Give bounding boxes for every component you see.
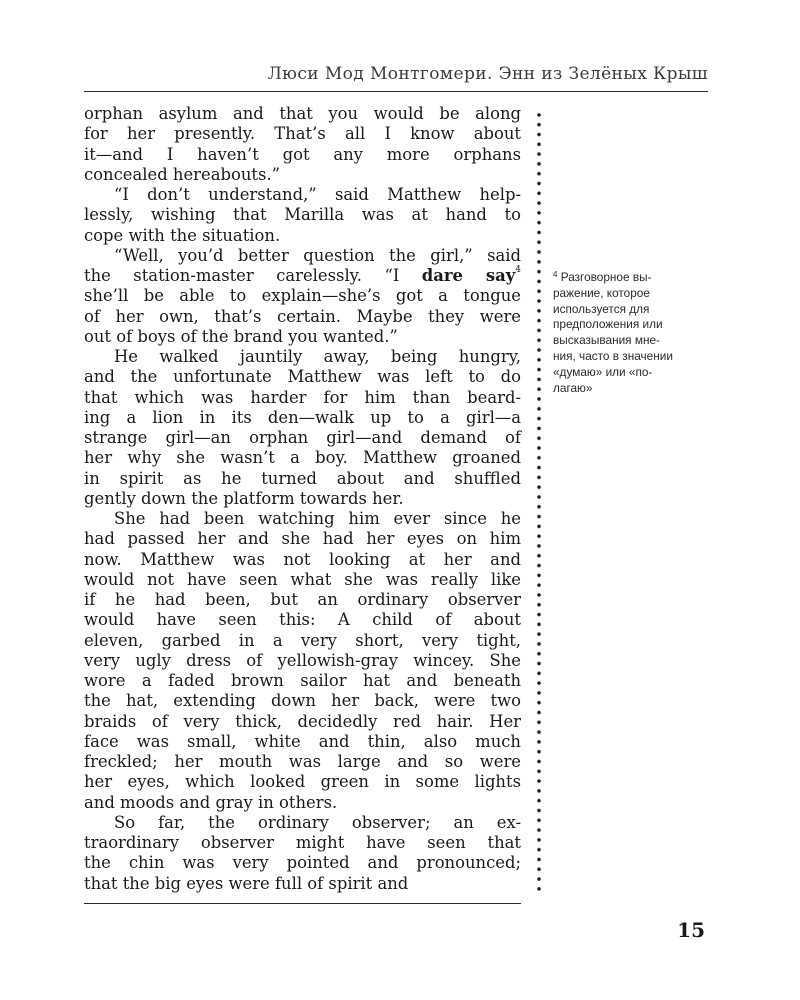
text-line: face was small, white and thin, also much [84,731,521,751]
text-line: orphan asylum and that you would be along [84,104,521,123]
header-rule [84,91,708,92]
text-line: that the big eyes were full of spirit and [84,873,409,893]
text-line: traordinary observer might have seen that [84,833,521,852]
footnote-reference: 4 [515,265,521,275]
text-line: and moods and gray in others. [84,792,338,812]
text-line: her eyes, which looked green in some lights [84,772,521,792]
footnote-text: Разговорное вы- ражение, которое используется для предположения или высказывания мне- ния, часто в значении «думаю» или «по- лагаю» [553,270,673,395]
text-line: would not have seen what she was really like [84,569,521,589]
text-line: the chin was very pointed and pronounced; [84,853,521,873]
text-line: in spirit as he turned about and shuffled [84,468,521,488]
text-line: freckled; her mouth was large and so were [84,752,521,771]
text-line: cope with the situation. [84,225,281,245]
text-line: out of boys of the brand you wanted.” [84,326,398,346]
text-segment: the station-master carelessly. “I [84,266,422,285]
text-line: her why she wasn’t a boy. Matthew groaned [84,448,521,468]
text-line [84,266,521,286]
text-line: He walked jauntily away, being hungry, [114,347,521,366]
footnote-number: 4 [553,270,558,279]
text-line: braids of very thick, decidedly red hair. Her [84,711,521,731]
page-number: 15 [677,918,705,942]
text-line: for her presently. That’s all I know about [84,124,521,144]
footer-rule [84,903,521,904]
text-line: lessly, wishing that Marilla was at hand to [84,205,521,225]
text-line: would have seen this: A child of about [84,610,521,630]
text-line: the hat, extending down her back, were two [84,691,521,711]
main-text-column [84,104,521,894]
text-line: she’ll be able to explain—she’s got a tongue [84,286,521,306]
text-line: wore a faded brown sailor hat and beneath [84,671,521,690]
running-title: Люси Мод Монтгомери. Энн из Зелёных Крыш [267,64,708,84]
text-line: if he had been, but an ordinary observer [84,590,521,609]
text-line: now. Matthew was not looking at her and [84,549,521,569]
text-line: that which was harder for him than beard- [84,387,521,407]
text-line: and the unfortunate Matthew was left to do [84,367,521,387]
text-line: “I don’t understand,” said Matthew help- [114,185,521,204]
text-line: of her own, that’s certain. Maybe they were [84,306,521,326]
glossed-phrase: dare say [421,266,516,285]
footnote [553,270,713,396]
text-line: had passed her and she had her eyes on him [84,529,521,549]
dotted-divider [536,110,542,894]
text-line: So far, the ordinary observer; an ex- [114,812,521,832]
text-line: very ugly dress of yellowish-gray wincey. She [84,650,521,670]
text-line: She had been watching him ever since he [114,509,521,528]
text-line: strange girl—an orphan girl—and demand of [84,428,521,447]
text-line: concealed hereabouts.” [84,164,280,184]
text-line: ing a lion in its den—walk up to a girl—a [84,407,521,427]
text-line: “Well, you’d better question the girl,” said [114,245,521,265]
text-line: eleven, garbed in a very short, very tight, [84,630,521,650]
text-line: gently down the platform towards her. [84,488,404,508]
text-line: it—and I haven’t got any more orphans [84,144,521,164]
